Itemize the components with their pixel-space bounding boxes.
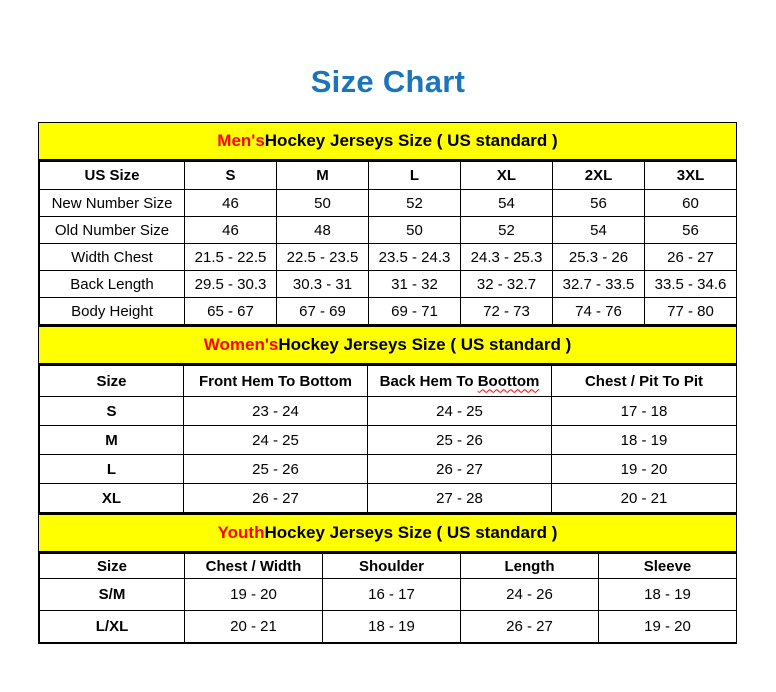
column-header: M [277,162,369,190]
cell: 69 - 71 [369,298,461,325]
womens-section-highlight: Women's [203,335,279,354]
column-header-text: Back Hem To [379,372,474,390]
misspelled-word: Boottom [477,372,540,390]
column-header: XL [461,162,553,190]
row-label: S/M [40,579,185,611]
cell: 24.3 - 25.3 [461,244,553,271]
table-row [40,397,737,426]
cell: 50 [369,217,461,244]
cell: 32.7 - 33.5 [553,271,645,298]
cell: 54 [461,190,553,217]
table-row [40,244,737,271]
mens-section-highlight: Men's [217,131,265,150]
table-row [40,579,737,611]
table-row [40,217,737,244]
cell: 65 - 67 [185,298,277,325]
column-header: L [369,162,461,190]
mens-header-row [40,162,737,190]
cell: 67 - 69 [277,298,369,325]
cell: 74 - 76 [553,298,645,325]
column-header: 2XL [553,162,645,190]
cell: 31 - 32 [369,271,461,298]
table-row [40,455,737,484]
row-label: New Number Size [40,190,185,217]
cell: 46 [185,190,277,217]
cell: 20 - 21 [552,484,737,513]
cell: 25 - 26 [368,426,552,455]
cell: 17 - 18 [552,397,737,426]
row-label: Body Height [40,298,185,325]
cell: 24 - 25 [368,397,552,426]
row-label: S [40,397,184,426]
row-label: M [40,426,184,455]
cell: 29.5 - 30.3 [185,271,277,298]
cell: 25.3 - 26 [553,244,645,271]
cell: 21.5 - 22.5 [185,244,277,271]
table-row [40,484,737,513]
womens-size-table [39,365,737,513]
table-row [40,298,737,325]
column-header: Sleeve [599,554,737,579]
cell: 30.3 - 31 [277,271,369,298]
cell: 26 - 27 [368,455,552,484]
size-chart [38,122,737,644]
cell: 19 - 20 [599,611,737,643]
cell: 56 [553,190,645,217]
cell: 54 [553,217,645,244]
womens-section-title: Hockey Jerseys Size ( US standard ) [278,335,572,354]
cell: 16 - 17 [323,579,461,611]
row-label: L/XL [40,611,185,643]
cell: 50 [277,190,369,217]
mens-size-table [39,161,737,325]
cell: 77 - 80 [645,298,737,325]
cell: 32 - 32.7 [461,271,553,298]
cell: 24 - 25 [184,426,368,455]
table-row [40,426,737,455]
row-label: Back Length [40,271,185,298]
column-header: Shoulder [323,554,461,579]
cell: 26 - 27 [645,244,737,271]
mens-section-header [39,123,736,161]
row-label: Old Number Size [40,217,185,244]
cell: 48 [277,217,369,244]
column-header: 3XL [645,162,737,190]
youth-section-title: Hockey Jerseys Size ( US standard ) [264,523,558,542]
cell: 22.5 - 23.5 [277,244,369,271]
row-label: XL [40,484,184,513]
cell: 20 - 21 [185,611,323,643]
youth-size-table [39,553,737,643]
table-row [40,190,737,217]
cell: 52 [369,190,461,217]
column-header: Chest / Pit To Pit [552,366,737,397]
column-header: S [185,162,277,190]
cell: 72 - 73 [461,298,553,325]
row-label: Width Chest [40,244,185,271]
youth-section-header [39,513,736,553]
cell: 24 - 26 [461,579,599,611]
cell: 26 - 27 [461,611,599,643]
column-header: Size [40,366,184,397]
column-header: Front Hem To Bottom [184,366,368,397]
page-title: Size Chart [310,64,466,99]
cell: 23.5 - 24.3 [369,244,461,271]
cell: 23 - 24 [184,397,368,426]
cell: 27 - 28 [368,484,552,513]
youth-section-highlight: Youth [217,523,265,542]
cell: 18 - 19 [323,611,461,643]
cell: 18 - 19 [552,426,737,455]
cell: 33.5 - 34.6 [645,271,737,298]
cell: 19 - 20 [185,579,323,611]
cell: 19 - 20 [552,455,737,484]
cell: 52 [461,217,553,244]
cell: 60 [645,190,737,217]
column-header: Length [461,554,599,579]
womens-header-row [40,366,737,397]
womens-section-header [39,325,736,365]
column-header: Size [40,554,185,579]
table-row [40,271,737,298]
cell: 25 - 26 [184,455,368,484]
cell: 46 [185,217,277,244]
table-row [40,611,737,643]
column-header: US Size [40,162,185,190]
column-header: Chest / Width [185,554,323,579]
cell: 18 - 19 [599,579,737,611]
column-header [368,366,552,397]
cell: 26 - 27 [184,484,368,513]
cell: 56 [645,217,737,244]
mens-section-title: Hockey Jerseys Size ( US standard ) [264,131,558,150]
youth-header-row [40,554,737,579]
row-label: L [40,455,184,484]
